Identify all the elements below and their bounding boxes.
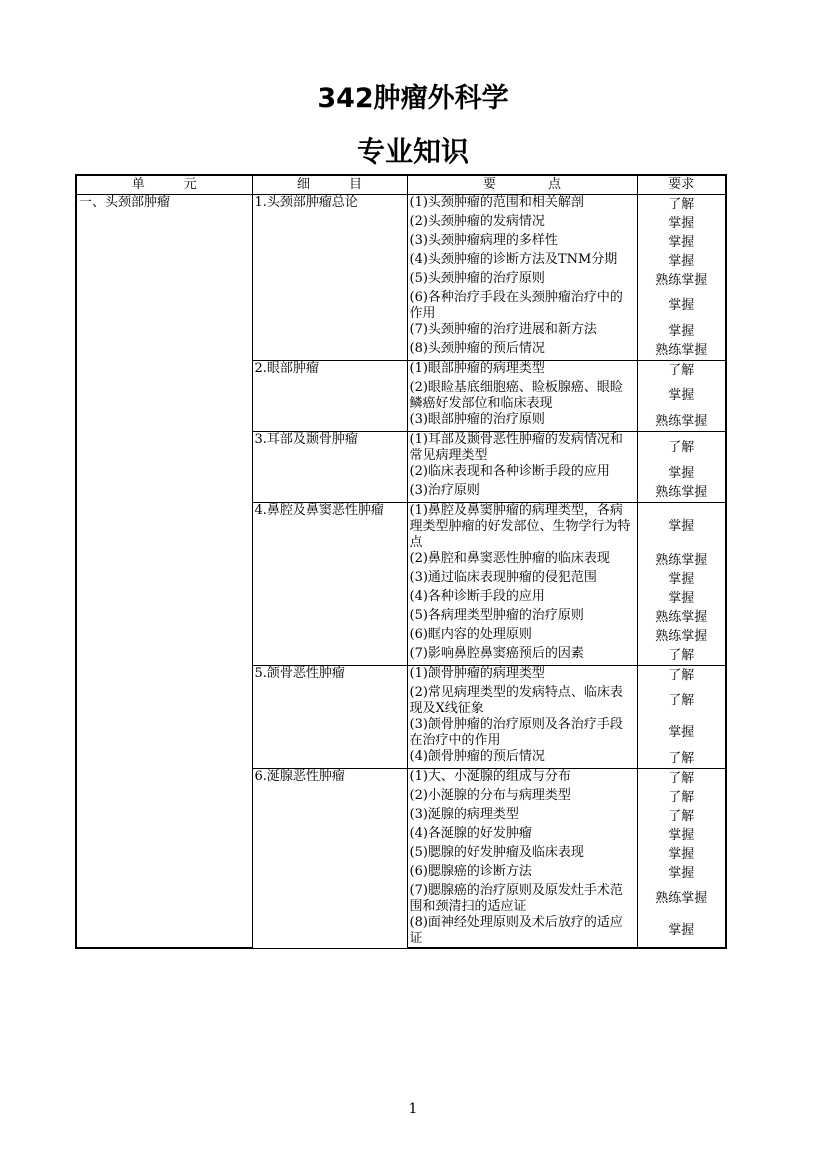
header-detail: 细 目 xyxy=(252,175,407,195)
header-requirement: 要求 xyxy=(637,175,726,195)
syllabus-table xyxy=(75,174,727,949)
requirement-cell: 熟练掌握 xyxy=(637,341,726,361)
point-cell: (2)鼻腔和鼻窦恶性肿瘤的临床表现 xyxy=(407,551,637,570)
point-cell: (2)常见病理类型的发病特点、临床表现及X线征象 xyxy=(407,685,637,717)
point-cell: (2)临床表现和各种诊断手段的应用 xyxy=(407,464,637,483)
point-cell: (3)颌骨肿瘤的治疗原则及各治疗手段在治疗中的作用 xyxy=(407,717,637,749)
point-cell: (8)头颈肿瘤的预后情况 xyxy=(407,341,637,361)
requirement-cell: 掌握 xyxy=(637,845,726,864)
unit-cell: 一、头颈部肿瘤 xyxy=(76,195,252,949)
requirement-cell: 了解 xyxy=(637,195,726,215)
requirement-cell: 掌握 xyxy=(637,589,726,608)
requirement-cell: 掌握 xyxy=(637,915,726,948)
point-cell: (1)颌骨肿瘤的病理类型 xyxy=(407,666,637,686)
point-cell: (6)眶内容的处理原则 xyxy=(407,627,637,646)
requirement-cell: 熟练掌握 xyxy=(637,412,726,432)
table-row xyxy=(76,195,726,215)
detail-cell: 3.耳部及颞骨肿瘤 xyxy=(252,432,407,503)
detail-cell: 4.鼻腔及鼻窦恶性肿瘤 xyxy=(252,503,407,666)
requirement-cell: 熟练掌握 xyxy=(637,271,726,290)
point-cell: (7)影响鼻腔鼻窦癌预后的因素 xyxy=(407,646,637,666)
point-cell: (3)涎腺的病理类型 xyxy=(407,807,637,826)
point-cell: (3)眼部肿瘤的治疗原则 xyxy=(407,412,637,432)
requirement-cell: 掌握 xyxy=(637,252,726,271)
requirement-cell: 掌握 xyxy=(637,570,726,589)
point-cell: (4)各种诊断手段的应用 xyxy=(407,589,637,608)
point-cell: (8)面神经处理原则及术后放疗的适应证 xyxy=(407,915,637,948)
point-cell: (4)头颈肿瘤的诊断方法及TNM分期 xyxy=(407,252,637,271)
requirement-cell: 熟练掌握 xyxy=(637,551,726,570)
requirement-cell: 掌握 xyxy=(637,464,726,483)
requirement-cell: 熟练掌握 xyxy=(637,627,726,646)
detail-cell: 2.眼部肿瘤 xyxy=(252,361,407,432)
detail-cell: 1.头颈部肿瘤总论 xyxy=(252,195,407,361)
detail-cell: 6.涎腺恶性肿瘤 xyxy=(252,769,407,949)
document-subtitle: 专业知识 xyxy=(356,135,469,168)
requirement-cell: 了解 xyxy=(637,361,726,381)
point-cell: (6)各种治疗手段在头颈肿瘤治疗中的作用 xyxy=(407,290,637,322)
table-body xyxy=(76,195,726,949)
point-cell: (1)眼部肿瘤的病理类型 xyxy=(407,361,637,381)
requirement-cell: 掌握 xyxy=(637,233,726,252)
requirement-cell: 了解 xyxy=(637,685,726,717)
point-cell: (3)头颈肿瘤病理的多样性 xyxy=(407,233,637,252)
requirement-cell: 了解 xyxy=(637,749,726,769)
requirement-cell: 掌握 xyxy=(637,717,726,749)
point-cell: (4)颌骨肿瘤的预后情况 xyxy=(407,749,637,769)
point-cell: (5)头颈肿瘤的治疗原则 xyxy=(407,271,637,290)
requirement-cell: 掌握 xyxy=(637,380,726,412)
point-cell: (7)腮腺癌的治疗原则及原发灶手术范围和颈清扫的适应证 xyxy=(407,883,637,915)
requirement-cell: 掌握 xyxy=(637,214,726,233)
requirement-cell: 掌握 xyxy=(637,290,726,322)
point-cell: (1)鼻腔及鼻窦肿瘤的病理类型，各病理类型肿瘤的好发部位、生物学行为特点 xyxy=(407,503,637,552)
document-title: 342肿瘤外科学 xyxy=(317,83,509,114)
header-unit: 单 元 xyxy=(76,175,252,195)
point-cell: (1)头颈肿瘤的范围和相关解剖 xyxy=(407,195,637,215)
requirement-cell: 了解 xyxy=(637,807,726,826)
point-cell: (7)头颈肿瘤的治疗进展和新方法 xyxy=(407,322,637,341)
requirement-cell: 掌握 xyxy=(637,503,726,552)
point-cell: (3)治疗原则 xyxy=(407,483,637,503)
point-cell: (2)小涎腺的分布与病理类型 xyxy=(407,788,637,807)
point-cell: (4)各涎腺的好发肿瘤 xyxy=(407,826,637,845)
header-points: 要 点 xyxy=(407,175,637,195)
requirement-cell: 熟练掌握 xyxy=(637,483,726,503)
requirement-cell: 了解 xyxy=(637,646,726,666)
requirement-cell: 熟练掌握 xyxy=(637,883,726,915)
requirement-cell: 掌握 xyxy=(637,826,726,845)
requirement-cell: 了解 xyxy=(637,666,726,686)
point-cell: (1)大、小涎腺的组成与分布 xyxy=(407,769,637,789)
requirement-cell: 掌握 xyxy=(637,864,726,883)
point-cell: (3)通过临床表现肿瘤的侵犯范围 xyxy=(407,570,637,589)
page-number: 1 xyxy=(408,1101,418,1117)
point-cell: (2)头颈肿瘤的发病情况 xyxy=(407,214,637,233)
point-cell: (6)腮腺癌的诊断方法 xyxy=(407,864,637,883)
point-cell: (1)耳部及颞骨恶性肿瘤的发病情况和常见病理类型 xyxy=(407,432,637,465)
requirement-cell: 熟练掌握 xyxy=(637,608,726,627)
detail-cell: 5.颌骨恶性肿瘤 xyxy=(252,666,407,769)
table-header-row xyxy=(76,175,726,195)
point-cell: (5)各病理类型肿瘤的治疗原则 xyxy=(407,608,637,627)
point-cell: (2)眼睑基底细胞癌、睑板腺癌、眼睑鳞癌好发部位和临床表现 xyxy=(407,380,637,412)
requirement-cell: 了解 xyxy=(637,769,726,789)
requirement-cell: 掌握 xyxy=(637,322,726,341)
point-cell: (5)腮腺的好发肿瘤及临床表现 xyxy=(407,845,637,864)
requirement-cell: 了解 xyxy=(637,788,726,807)
requirement-cell: 了解 xyxy=(637,432,726,465)
